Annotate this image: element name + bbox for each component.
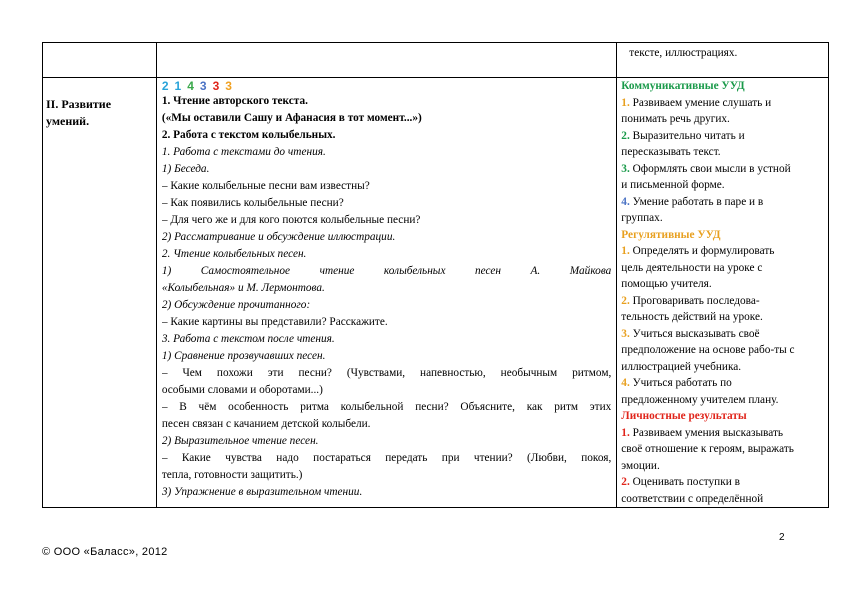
uud-continuation: тексте, иллюстрациях. [629, 47, 738, 59]
uud-item: 1. Развиваем умения высказывать [621, 426, 784, 439]
content-line: – Для чего же и для кого поются колыбельные песни? [161, 214, 421, 226]
communicative-uud-heading: Коммуникативные УУД [621, 80, 745, 92]
table-row [43, 43, 829, 78]
number-marker: 4 [187, 79, 194, 93]
uud-item-cont: предложенному учителем плану. [621, 393, 779, 406]
content-line: 2) Выразительное чтение песен. [161, 435, 319, 447]
uud-cell [617, 43, 829, 78]
uud-item: 1. Развиваем умение слушать и [621, 96, 772, 109]
content-line: – Какие картины вы представили? Расскажите. [161, 316, 388, 328]
uud-item-cont: иллюстрацией учебника. [621, 360, 742, 373]
content-line: 1. Чтение авторского текста. [161, 95, 308, 107]
uud-item-cont: своё отношение к героям, выражать [621, 443, 794, 455]
number-marker: 3 [199, 79, 207, 93]
uud-item-cont: предположение на основе рабо-ты с [621, 344, 795, 356]
regulatory-uud-heading: Регулятивные УУД [621, 228, 721, 241]
stage-title-line-2: умений. [46, 114, 90, 128]
copyright-footer: © ООО «Баласс», 2012 [42, 546, 168, 558]
uud-item-cont: соответствии с определённой [621, 492, 764, 505]
content-line: 1) Беседа. [161, 163, 210, 175]
uud-item-cont: помощью учителя. [621, 278, 712, 290]
uud-item: 3. Оформлять свои мысли в устной [621, 162, 791, 175]
uud-item: 2. Проговаривать последова- [621, 294, 760, 307]
uud-item: 2. Выразительно читать и [621, 129, 745, 142]
content-line: 3) Упражнение в выразительном чтении. [161, 486, 363, 498]
content-line: – Какие чувства надо постараться передать при чтении? (Любви, покоя, [161, 452, 612, 464]
content-line: 1) Самостоятельное чтение колыбельных песен А. Майкова [161, 265, 612, 277]
uud-item: 2. Оценивать поступки в [621, 476, 740, 488]
uud-item: 3. Учиться высказывать своё [621, 327, 760, 340]
content-line: 2. Чтение колыбельных песен. [161, 248, 307, 260]
content-line: особыми словами и оборотами...) [161, 384, 323, 396]
uud-item: 4. Умение работать в паре и в [621, 195, 764, 208]
colored-numbers [162, 79, 611, 93]
content-line: 2. Работа с текстом колыбельных. [161, 129, 336, 141]
uud-item-cont: тельность действий на уроке. [621, 311, 763, 323]
content-line: 1) Сравнение прозвучавших песен. [161, 350, 326, 362]
lesson-table [42, 42, 829, 508]
number-marker: 1 [174, 79, 182, 93]
uud-item-cont: цель деятельности на уроке с [621, 261, 763, 274]
content-line: – Какие колыбельные песни вам известны? [161, 180, 370, 192]
uud-item: 1. Определять и формулировать [621, 245, 775, 257]
content-line: 3. Работа с текстом после чтения. [161, 333, 335, 345]
content-line: («Мы оставили Сашу и Афанасия в тот момент...») [161, 112, 422, 124]
uud-item-cont: группах. [621, 212, 663, 224]
number-marker: 3 [212, 79, 220, 93]
content-line: – Как появились колыбельные песни? [161, 197, 344, 209]
uud-item-cont: и письменной форме. [621, 179, 725, 191]
uud-cell [617, 78, 829, 508]
content-line: песен связан с качанием детской колыбели. [161, 418, 371, 430]
content-line: 2) Рассматривание и обсуждение иллюстрации. [161, 231, 396, 243]
uud-item-cont: понимать речь других. [621, 113, 730, 125]
content-line: 2) Обсуждение прочитанного: [161, 299, 311, 311]
table-row [43, 78, 829, 508]
stage-cell [43, 78, 157, 508]
uud-item-cont: пересказывать текст. [621, 146, 721, 158]
content-cell [156, 78, 616, 508]
number-marker: 3 [225, 79, 232, 93]
content-line: тепла, готовности защитить.) [161, 469, 303, 481]
page-number: 2 [779, 532, 785, 543]
uud-item-cont: эмоции. [621, 459, 660, 472]
uud-item: 4. Учиться работать по [621, 377, 732, 389]
content-line: – Чем похожи эти песни? (Чувствами, напевностью, необычным ритмом, [161, 367, 612, 379]
stage-cell [43, 43, 157, 78]
content-line: 1. Работа с текстами до чтения. [161, 146, 326, 158]
content-line: – В чём особенность ритма колыбельной песни? Объясните, как ритм этих [161, 401, 612, 413]
content-cell [156, 43, 616, 78]
personal-results-heading: Личностные результаты [621, 410, 747, 422]
content-line: «Колыбельная» и М. Лермонтова. [161, 282, 325, 294]
stage-title-line-1: II. Развитие [46, 97, 112, 111]
number-marker: 2 [161, 79, 169, 93]
